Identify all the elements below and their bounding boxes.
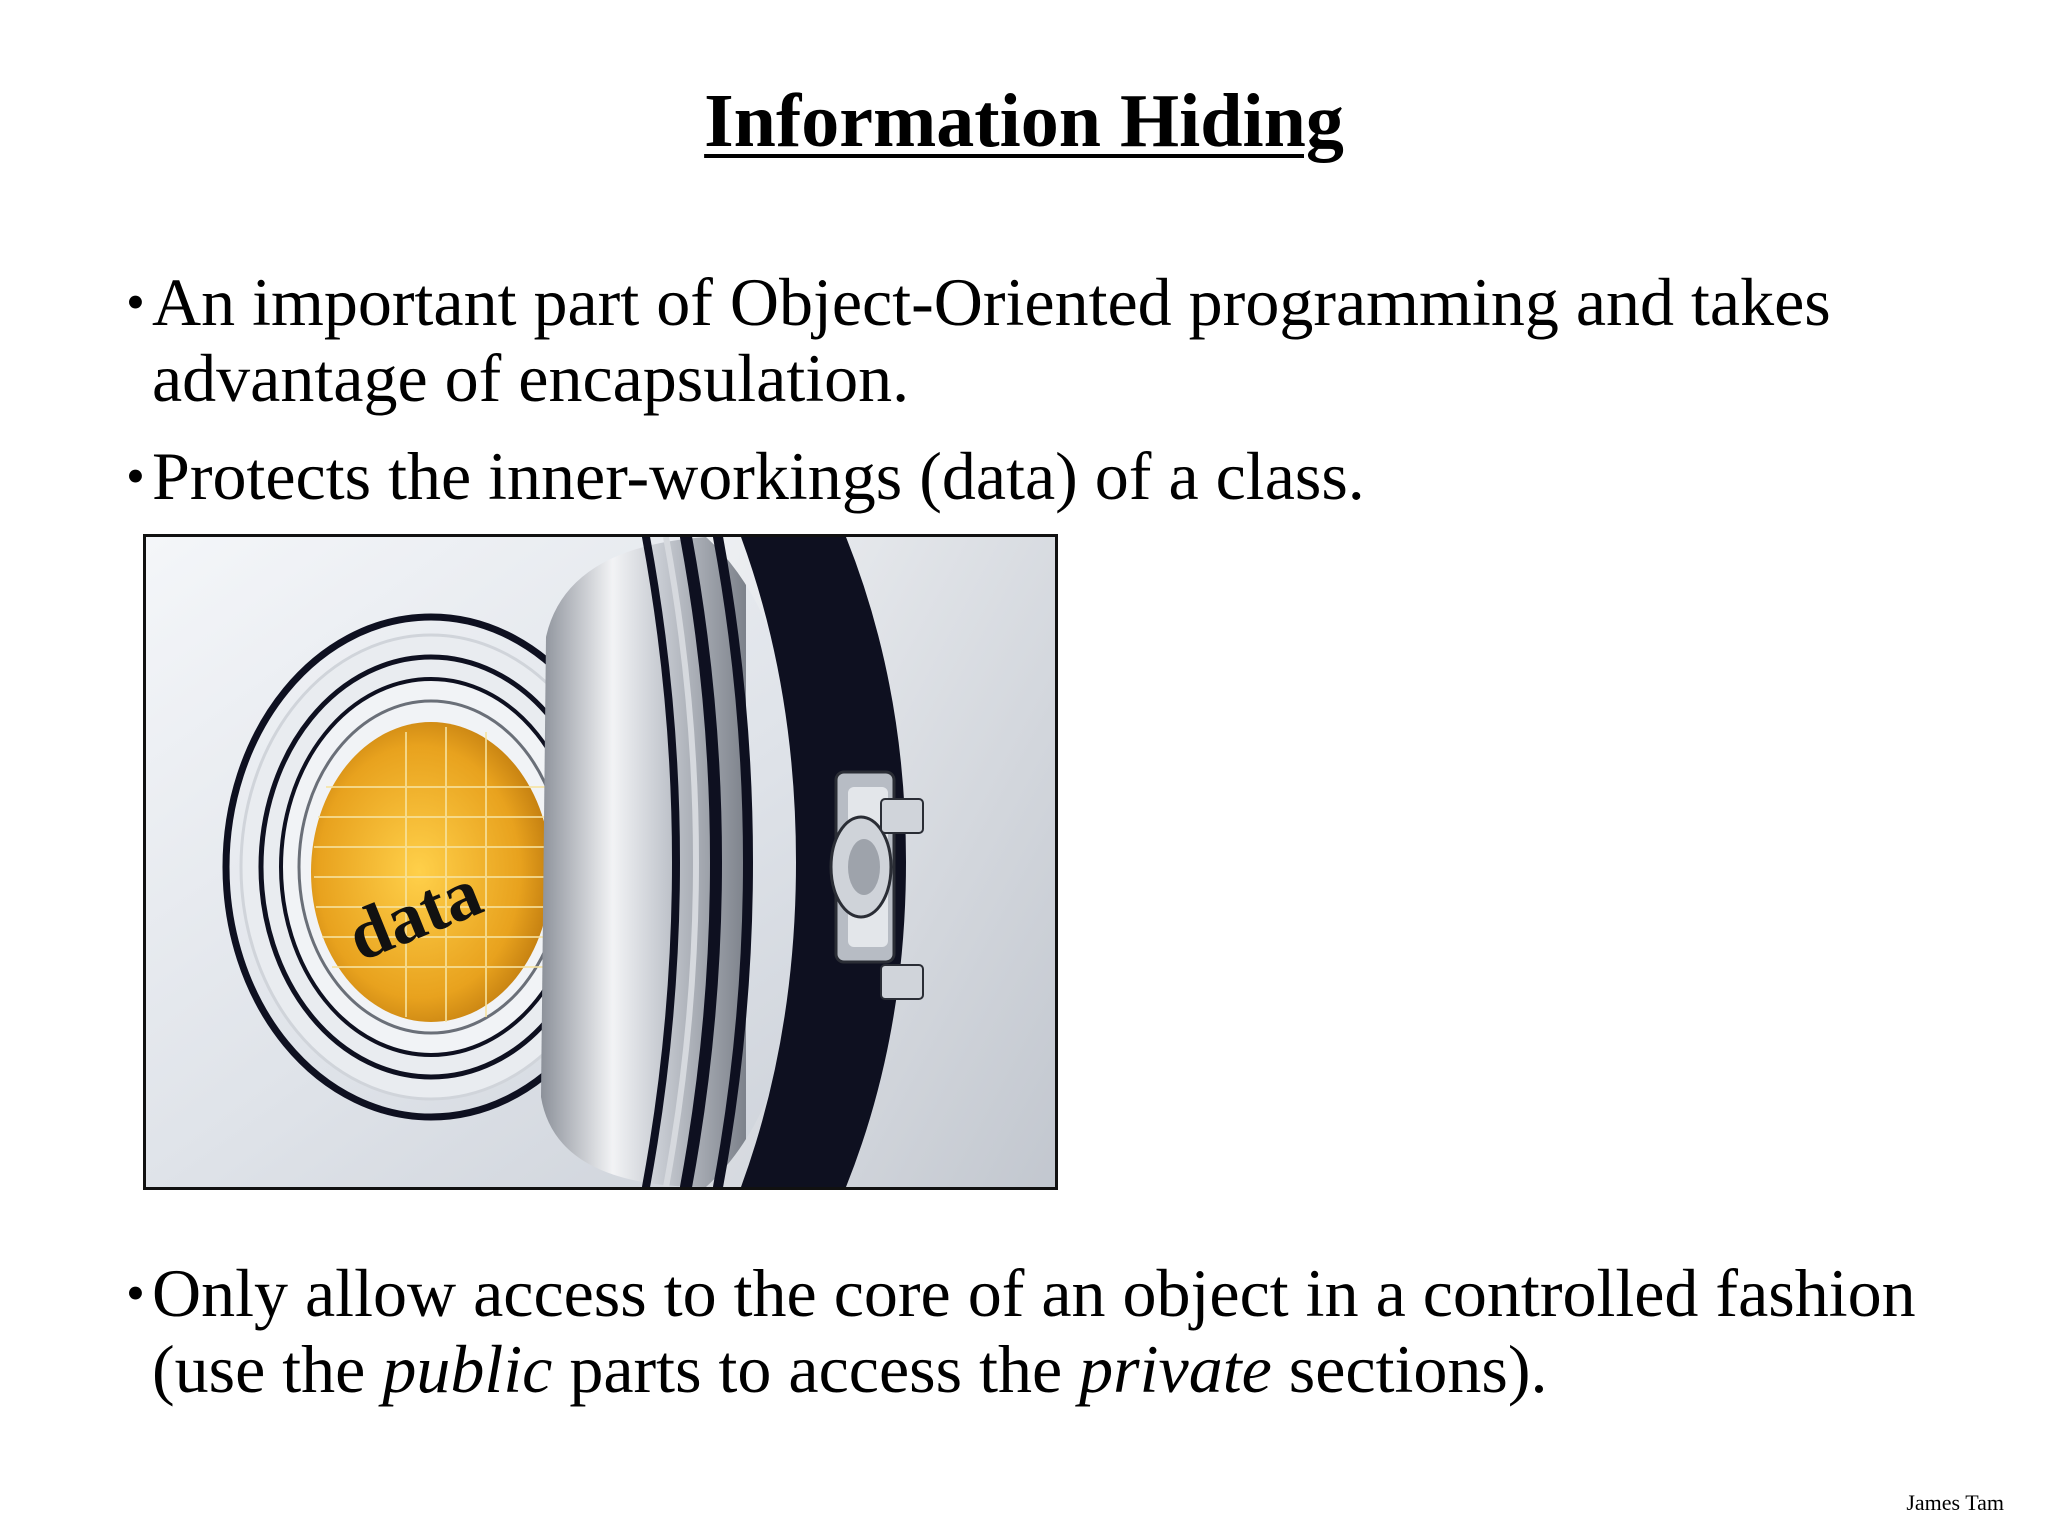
bullet-text: Protects the inner-workings (data) of a class. <box>152 438 1365 514</box>
vault-illustration <box>143 534 1058 1190</box>
emphasis-public: public <box>382 1331 553 1407</box>
bullet-item <box>126 438 1966 514</box>
vault-icon <box>146 537 1055 1187</box>
bullet-text-part: Only allow access to the core of an object in a controlled fashion (use the <box>152 1255 1916 1407</box>
vault-data-label: data <box>336 851 493 977</box>
bullet-marker: • <box>126 1263 145 1323</box>
bullet-text-part: parts to access the <box>552 1331 1080 1407</box>
bullet-item <box>126 264 1966 416</box>
bullet-text: An important part of Object-Oriented programming and takes advantage of encapsulation. <box>152 264 1831 416</box>
author-credit: James Tam <box>1906 1490 2004 1515</box>
bullet-text <box>126 1255 1966 1407</box>
bullet-item <box>126 1255 1966 1407</box>
bullet-text-part: sections). <box>1271 1331 1548 1407</box>
bullet-marker: • <box>126 272 145 332</box>
bullet-marker: • <box>126 446 145 506</box>
slide-title: Information Hiding <box>704 79 1344 163</box>
emphasis-private: private <box>1079 1331 1272 1407</box>
